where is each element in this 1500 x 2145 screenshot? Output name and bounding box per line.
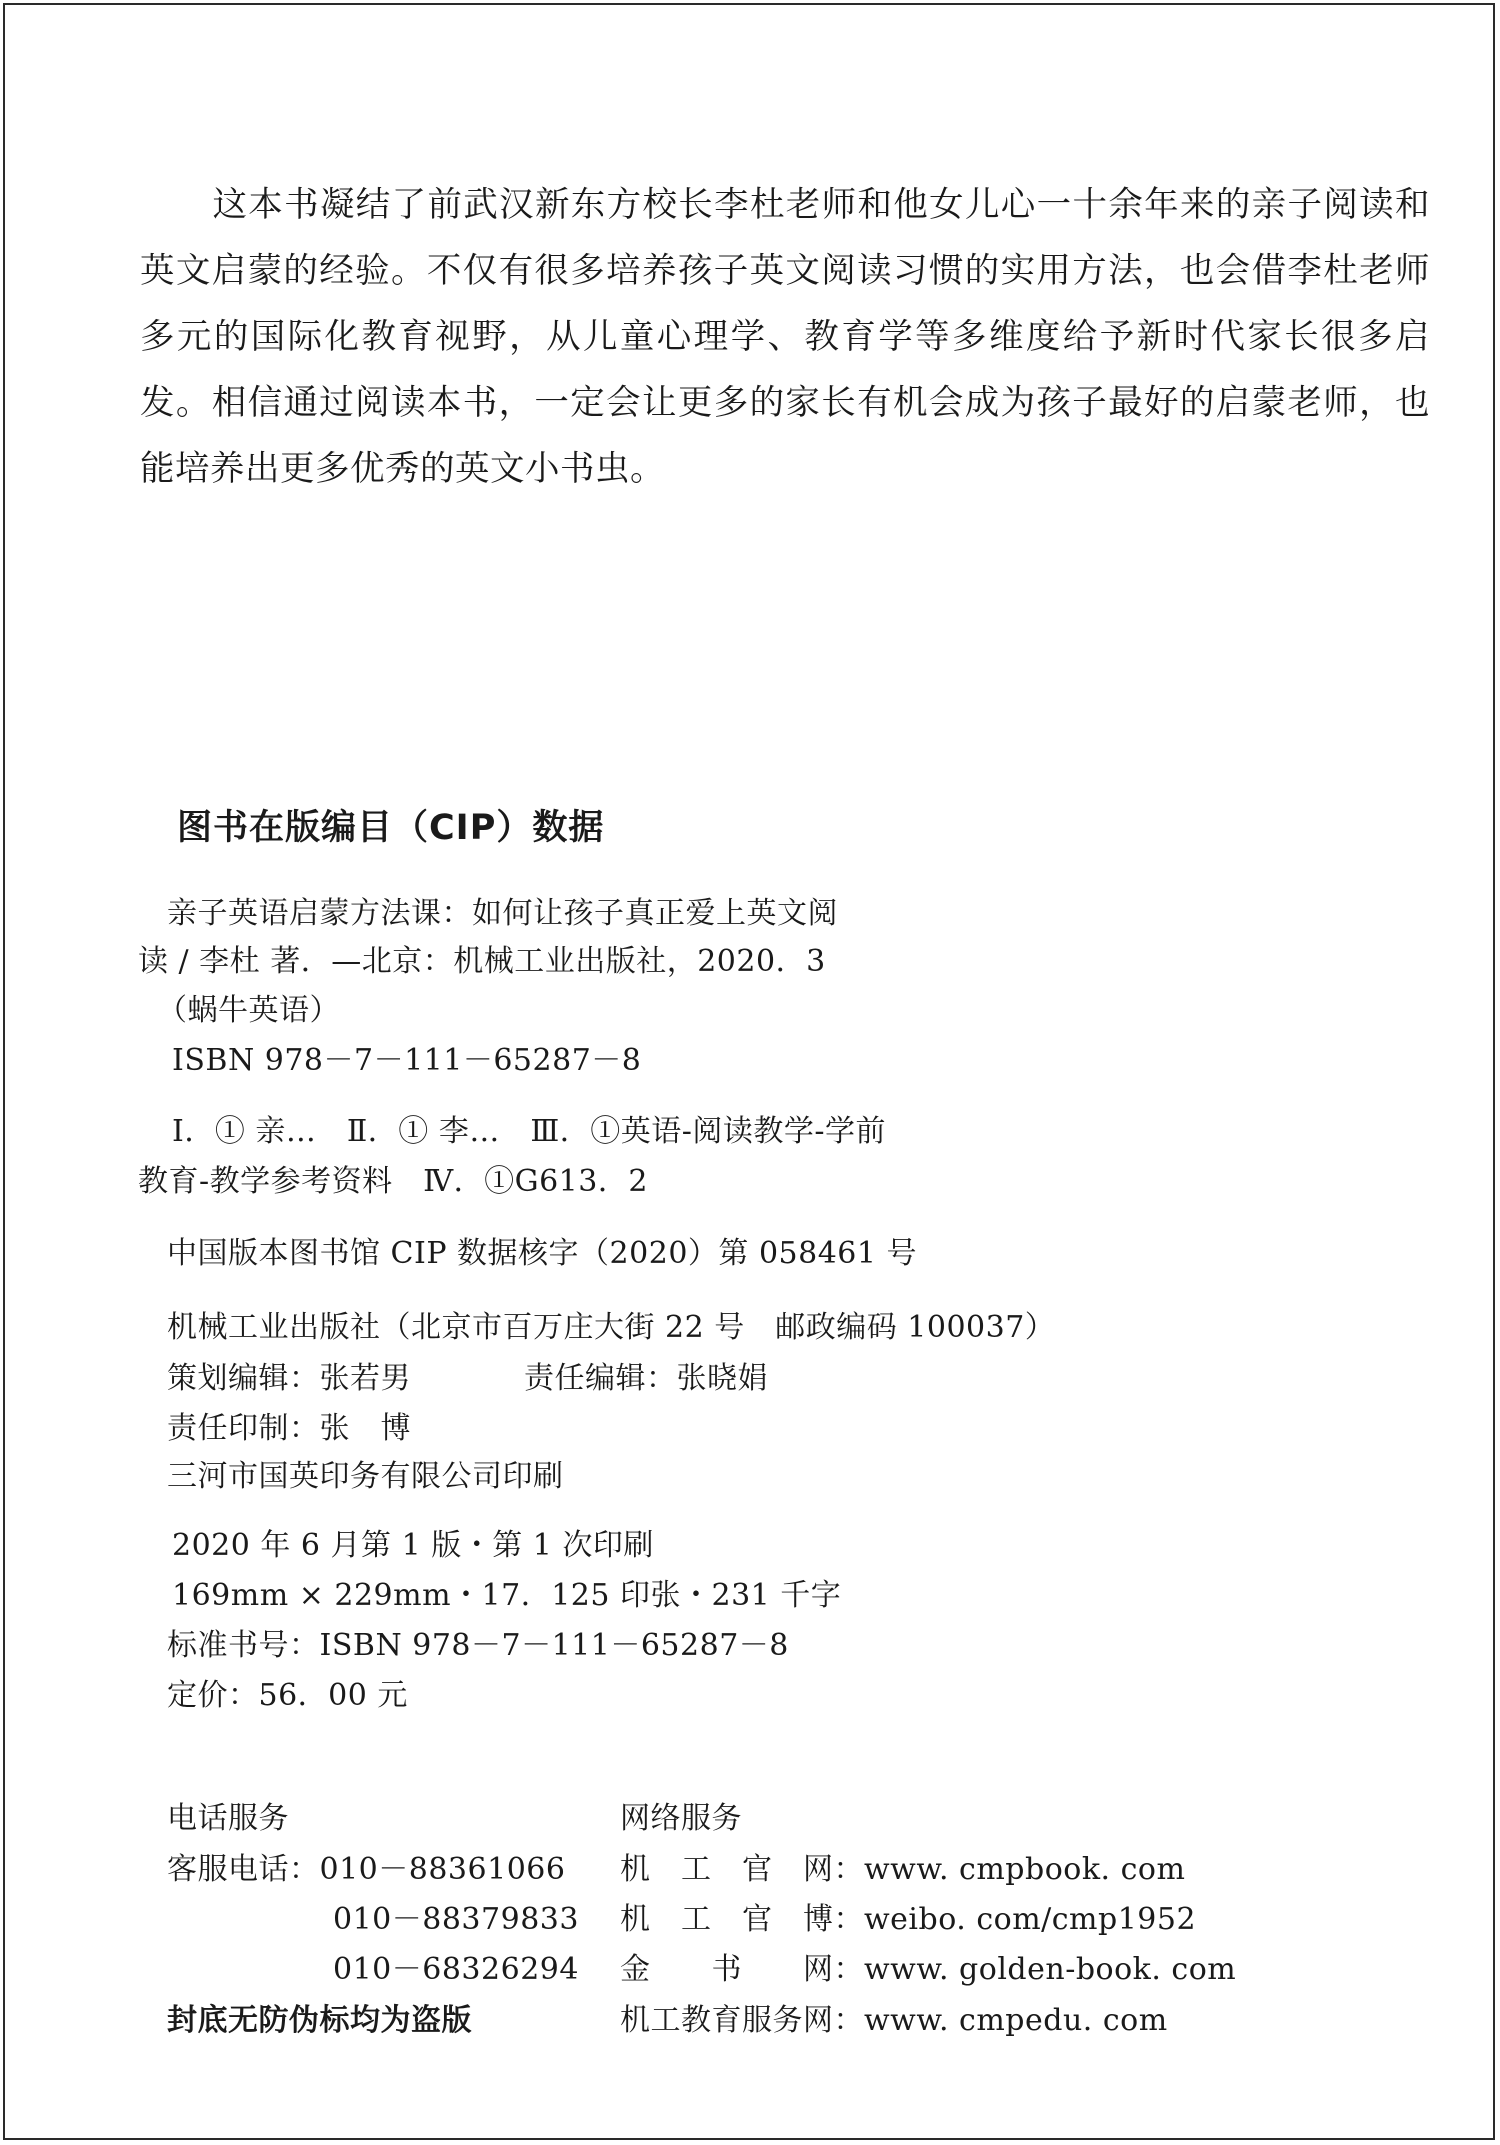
cip-classification-line-2: 教育-教学参考资料 Ⅳ．①G613．2 <box>138 1164 648 1199</box>
cip-book-title-line-1: 亲子英语启蒙方法课：如何让孩子真正爱上英文阅 <box>167 896 838 931</box>
cip-number: 中国版本图书馆 CIP 数据核字（2020）第 058461 号 <box>167 1236 918 1271</box>
print-supervisor: 责任印制：张 博 <box>167 1411 411 1446</box>
publisher-address: 机械工业出版社（北京市百万庄大街 22 号 邮政编码 100037） <box>167 1310 1056 1345</box>
price: 定价：56．00 元 <box>167 1678 408 1713</box>
phone-service-heading: 电话服务 <box>167 1801 289 1836</box>
format: 169mm × 229mm・17．125 印张・231 千字 <box>172 1578 842 1613</box>
cip-series: （蜗牛英语） <box>157 993 340 1028</box>
cip-isbn: ISBN 978－7－111－65287－8 <box>172 1043 642 1078</box>
anti-piracy-notice: 封底无防伪标均为盗版 <box>167 2003 472 2038</box>
web-service-heading: 网络服务 <box>620 1801 742 1836</box>
responsible-editor: 责任编辑：张晓娟 <box>524 1361 768 1396</box>
cip-book-title-line-2: 读 / 李杜 著．—北京：机械工业出版社，2020．3 <box>138 944 826 979</box>
standard-book-number: 标准书号：ISBN 978－7－111－65287－8 <box>167 1628 789 1663</box>
web-education-service: 机工教育服务网：www. cmpedu. com <box>620 2003 1168 2038</box>
cip-heading: 图书在版编目（CIP）数据 <box>177 808 605 848</box>
phone-number-2: 010－88379833 <box>333 1902 579 1937</box>
blurb-paragraph: 这本书凝结了前武汉新东方校长李杜老师和他女儿心一十余年来的亲子阅读和英文启蒙的经验。不仅有很多培养孩子英文阅读习惯的实用方法，也会借李杜老师多元的国际化教育视野，从儿童心理学、教育学等多维度给予新时代家长很多启发。相信通过阅读本书，一定会让更多的家长有机会成为孩子最好的启蒙老师，也能培养出更多优秀的英文小书虫。 <box>140 185 1430 489</box>
web-golden-book: 金 书 网：www. golden-book. com <box>620 1952 1237 1987</box>
phone-number-3: 010－68326294 <box>333 1952 579 1987</box>
edition: 2020 年 6 月第 1 版・第 1 次印刷 <box>172 1528 654 1563</box>
planning-editor: 策划编辑：张若男 <box>167 1361 411 1396</box>
printer: 三河市国英印务有限公司印刷 <box>167 1459 564 1494</box>
book-blurb <box>140 172 1430 502</box>
customer-phone: 客服电话：010－88361066 <box>167 1852 566 1887</box>
web-official-site: 机 工 官 网：www. cmpbook. com <box>620 1852 1186 1887</box>
cip-classification-line-1: Ⅰ．① 亲… Ⅱ．① 李… Ⅲ．①英语-阅读教学-学前 <box>172 1114 887 1149</box>
web-official-weibo: 机 工 官 博：weibo. com/cmp1952 <box>620 1902 1197 1937</box>
